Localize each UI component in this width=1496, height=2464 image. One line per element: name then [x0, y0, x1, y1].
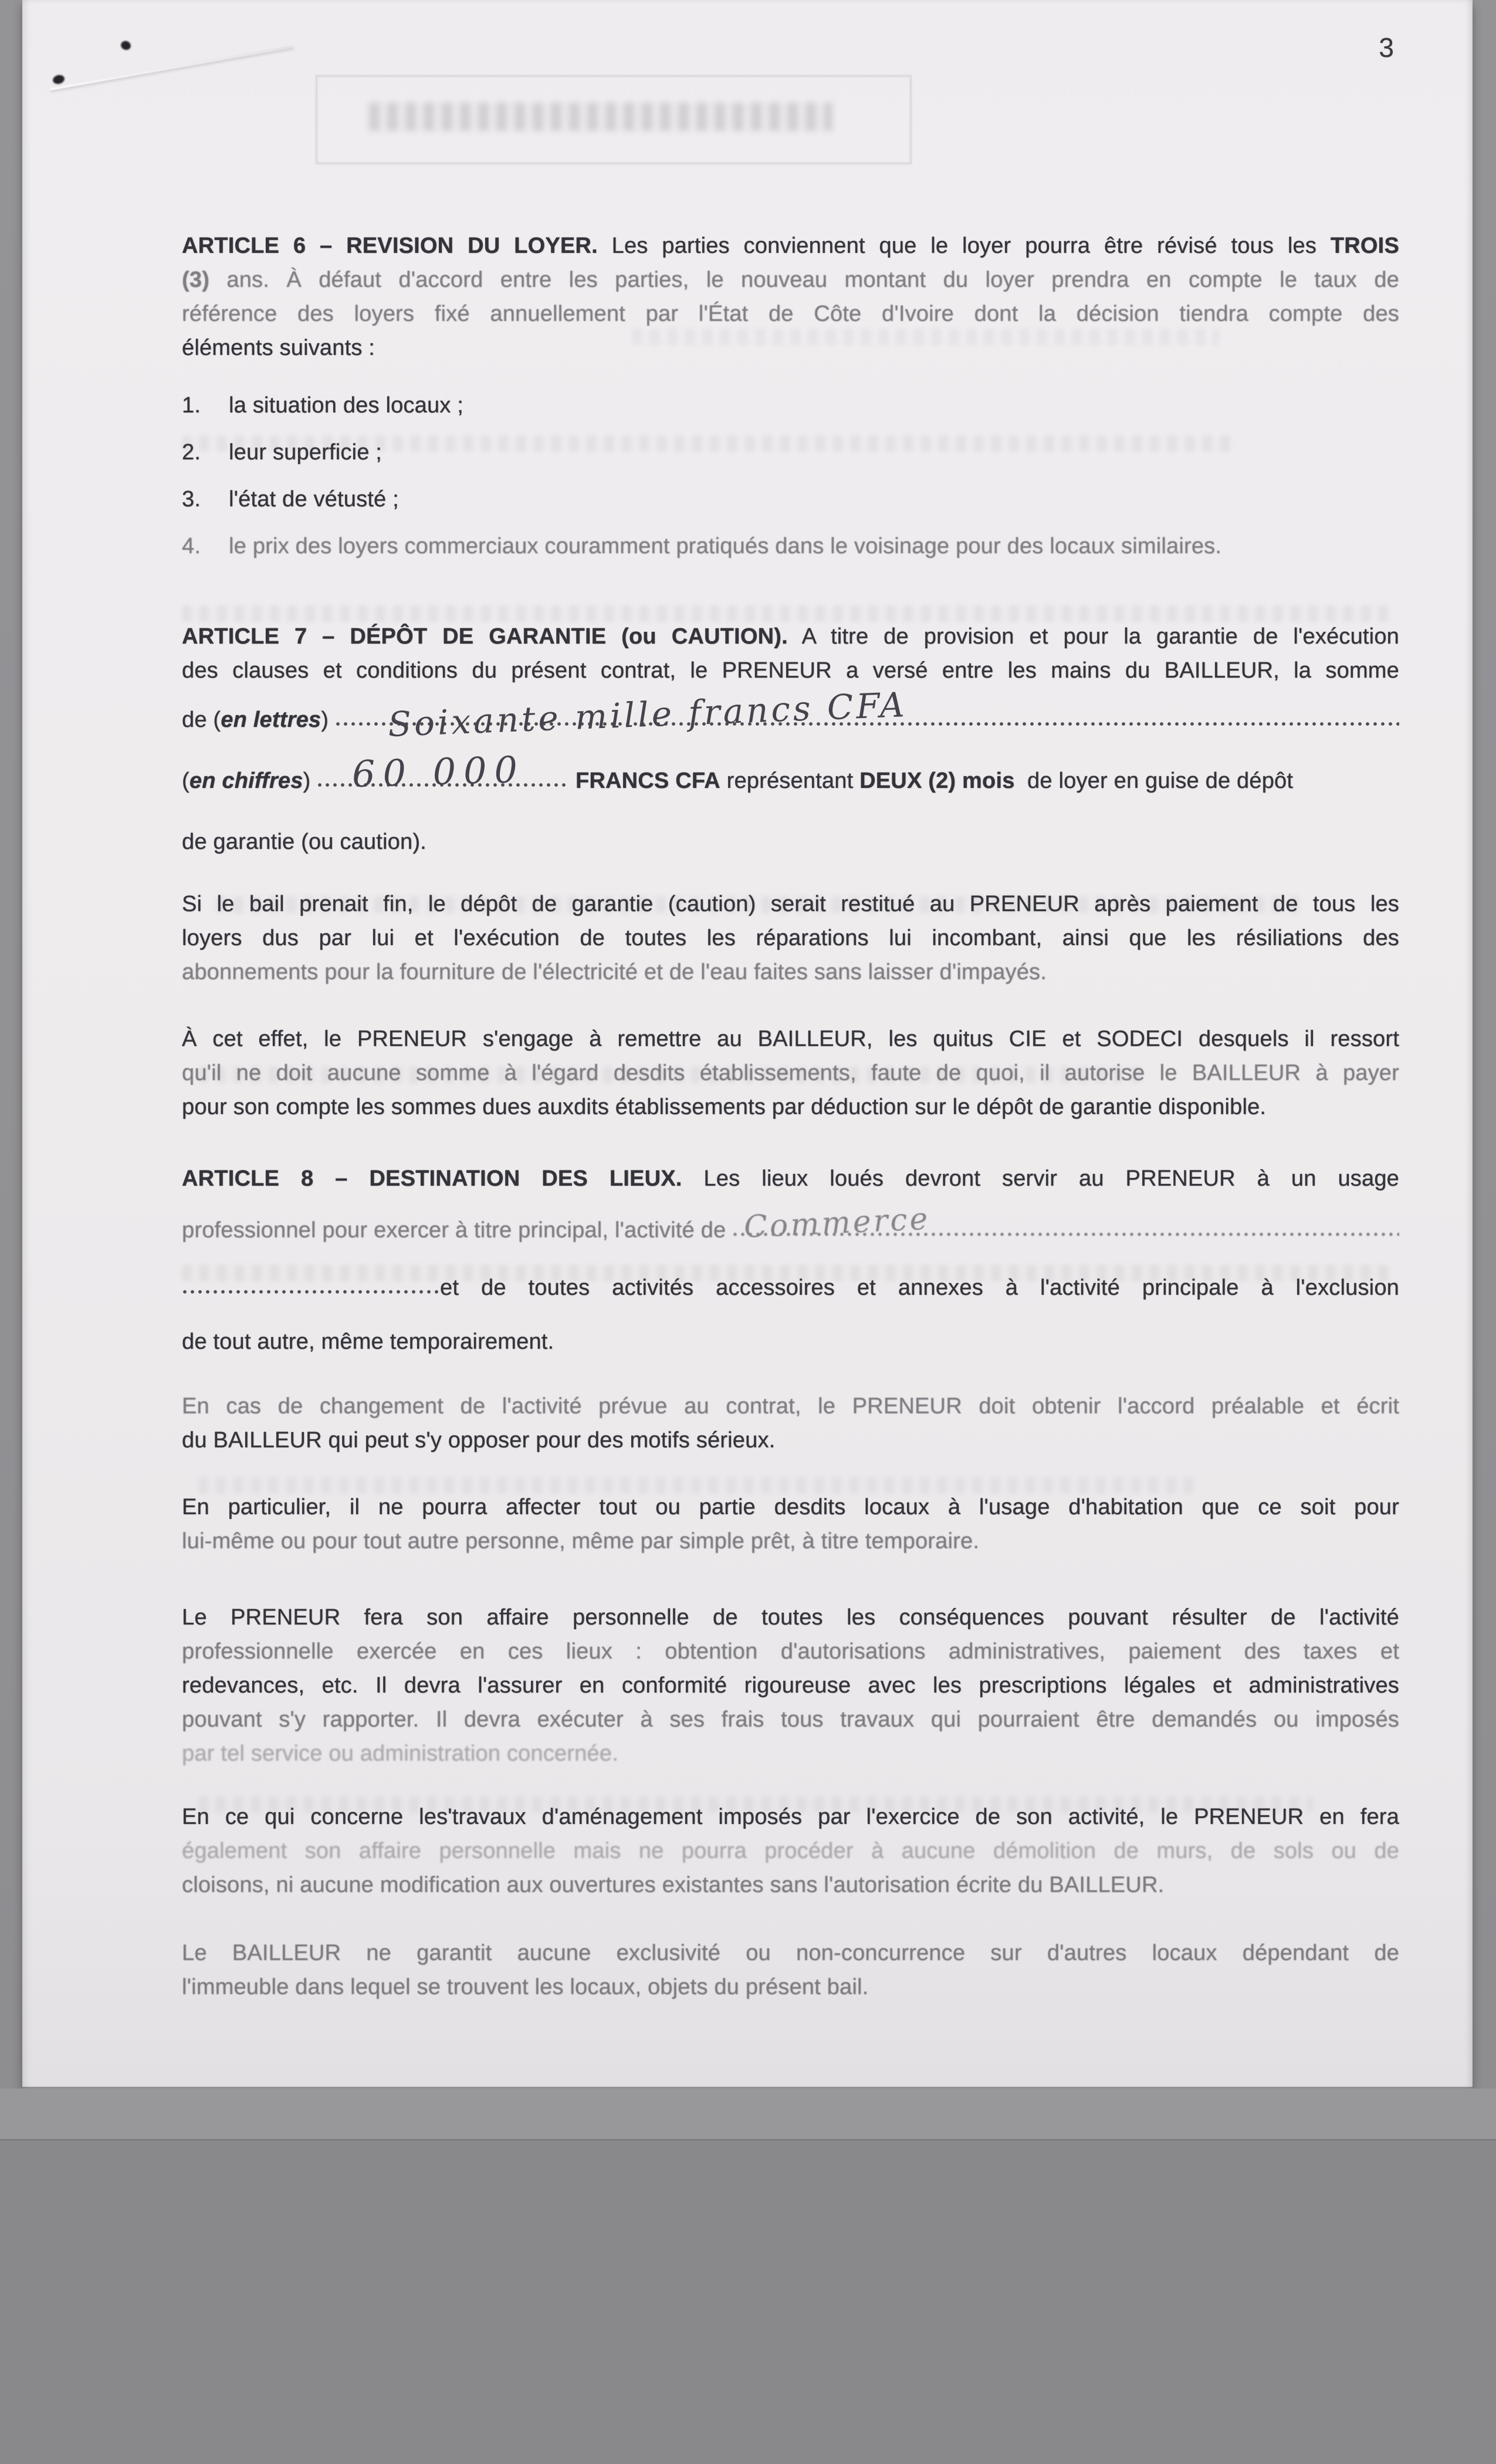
text-run: ARTICLE 8 – DESTINATION DES LIEUX.	[182, 1166, 682, 1191]
text-run: A titre de provision et pour la garantie de l'exécution	[787, 624, 1399, 649]
activity-change	[182, 1389, 1399, 1457]
text-run: éléments suivants :	[182, 336, 375, 360]
text-run: Les parties conviennent que le loyer pourra être révisé tous les	[597, 233, 1331, 258]
article-7	[182, 620, 1399, 688]
text-line	[182, 1936, 1399, 1970]
text-line	[182, 263, 1399, 297]
text-run: de (	[182, 708, 221, 732]
text-line	[182, 1737, 1399, 1771]
list-item	[182, 529, 1399, 563]
dotted-blank	[335, 685, 1399, 744]
staple-mark	[120, 40, 132, 52]
text-run: représentant	[720, 769, 860, 793]
list-item-text: leur superficie ;	[229, 440, 383, 465]
text-run: (	[182, 769, 189, 793]
text-line	[182, 654, 1399, 688]
text-run: Les lieux loués devront servir au PRENEUR à un usage	[682, 1166, 1399, 1191]
text-run: professionnel pour exercer à titre principal, l'activité de	[182, 1218, 733, 1243]
text-line	[182, 1703, 1399, 1737]
text-run: DEUX (2) mois	[859, 769, 1015, 793]
text-line	[182, 1834, 1399, 1868]
list-item-number: 4.	[182, 534, 201, 559]
scanner-bed	[0, 2141, 1496, 2464]
text-line	[182, 887, 1399, 921]
quitus-cie-sodeci	[182, 1022, 1399, 1124]
improvement-works	[182, 1800, 1399, 1902]
no-exclusivity	[182, 1936, 1399, 2004]
text-run: également son affaire personnelle mais ne pourra procéder à aucune démolition de murs, de sols ou de	[182, 1839, 1399, 1863]
text-run: par tel service ou administration concernée.	[182, 1741, 618, 1766]
text-run: ARTICLE 6 – REVISION DU LOYER.	[182, 233, 598, 258]
list-item	[182, 388, 1399, 422]
text-line	[182, 1090, 1399, 1124]
text-run: )	[303, 769, 317, 793]
document-page	[22, 0, 1473, 2089]
text-run: Le BAILLEUR ne garantit aucune exclusivité ou non-concurrence sur d'autres locaux dépendant de	[182, 1941, 1399, 1965]
text-run: référence des loyers fixé annuellement par l'État de Côte d'Ivoire dont la décision tiendra compte des	[182, 302, 1399, 326]
text-line	[182, 1970, 1399, 2004]
text-run: en chiffres	[189, 769, 303, 793]
text-run: TROIS	[1330, 233, 1399, 258]
text-run: et de toutes activités accessoires et annexes à l'activité principale à l'exclusion	[440, 1275, 1399, 1300]
text-line	[182, 1800, 1399, 1834]
deposit-restitution	[182, 887, 1399, 989]
text-line	[182, 921, 1399, 955]
text-run: En ce qui concerne les'travaux d'aménagement imposés par l'exercice de son activité, le PRENEUR en fera	[182, 1805, 1399, 1829]
handwritten-entry: Commerce	[743, 1201, 931, 1245]
activity-tail	[182, 1325, 1399, 1359]
text-run: Si le bail prenait fin, le dépôt de garantie (caution) serait restitué au PRENEUR après paiement de tous les	[182, 892, 1399, 916]
fill-in-line	[182, 1201, 1399, 1251]
text-run: de garantie (ou caution).	[182, 830, 427, 854]
text-line	[182, 1868, 1399, 1902]
text-run	[569, 764, 576, 798]
staple-mark	[52, 74, 65, 86]
article-6	[182, 229, 1399, 365]
dotted-blank	[732, 1201, 1399, 1245]
list-item-number: 2.	[182, 440, 201, 465]
list-item	[182, 482, 1399, 516]
document-content	[182, 0, 1399, 2004]
text-run: qu'il ne doit aucune somme à l'égard desdits établissements, faute de quoi, il autorise le BAILLEUR à payer	[182, 1061, 1399, 1085]
handwritten-entry: Soixante mille francs CFA	[387, 685, 908, 744]
text-run: pouvant s'y rapporter. Il devra exécuter à ses frais tous travaux qui pourraient être demandés ou imposés	[182, 1707, 1399, 1732]
text-run: )	[321, 708, 335, 732]
dotted-blank	[182, 1289, 440, 1295]
text-line	[182, 1162, 1399, 1196]
activity-fill	[182, 1201, 1399, 1251]
text-run: ARTICLE 7 – DÉPÔT DE GARANTIE (ou CAUTION).	[182, 624, 788, 649]
article-8	[182, 1162, 1399, 1196]
fill-in-line	[182, 685, 1399, 744]
text-line	[182, 331, 1399, 365]
text-run: de tout autre, même temporairement.	[182, 1329, 554, 1354]
text-line	[182, 1271, 1399, 1305]
text-line	[182, 1600, 1399, 1634]
list-item-text: le prix des loyers commerciaux couramment pratiqués dans le voisinage pour des locaux similaires.	[229, 534, 1222, 559]
activity-continuation	[182, 1271, 1399, 1305]
text-line	[182, 825, 1399, 859]
list-item	[182, 435, 1399, 469]
text-run: lui-même ou pour tout autre personne, même par simple prêt, à titre temporaire.	[182, 1529, 980, 1553]
text-line	[182, 1668, 1399, 1703]
text-run: En cas de changement de l'activité prévue au contrat, le PRENEUR doit obtenir l'accord préalable et écrit	[182, 1394, 1399, 1419]
list-item-number: 1.	[182, 393, 201, 418]
text-run: en lettres	[221, 708, 321, 732]
text-line	[182, 297, 1399, 331]
list-item-text: l'état de vétusté ;	[229, 487, 399, 512]
text-line	[182, 1490, 1399, 1524]
text-line	[182, 1524, 1399, 1558]
text-run: redevances, etc. Il devra l'assurer en conformité rigoureuse avec les prescriptions légales et administratives	[182, 1673, 1399, 1698]
text-run: ans. À défaut d'accord entre les parties, le nouveau montant du loyer prendra en compte le taux de	[209, 268, 1399, 292]
tenant-responsibility	[182, 1600, 1399, 1771]
text-run: FRANCS CFA	[575, 769, 720, 793]
list-item-text: la situation des locaux ;	[229, 393, 464, 418]
revision-criteria-list	[182, 388, 1399, 563]
page-number: 3	[1379, 32, 1394, 63]
text-line	[182, 620, 1399, 654]
text-run: du BAILLEUR qui peut s'y opposer pour des motifs sérieux.	[182, 1428, 776, 1453]
text-line	[182, 1325, 1399, 1359]
text-run: Le PRENEUR fera son affaire personnelle de toutes les conséquences pouvant résulter de l'activité	[182, 1605, 1399, 1630]
deposit-tail	[182, 825, 1399, 859]
text-run: cloisons, ni aucune modification aux ouvertures existantes sans l'autorisation écrite du BAILLEUR.	[182, 1873, 1165, 1897]
text-run: professionnelle exercée en ces lieux : obtention d'autorisations administratives, paiement des taxes et	[182, 1639, 1399, 1664]
text-run: pour son compte les sommes dues auxdits établissements par déduction sur le dépôt de garantie disponible.	[182, 1095, 1267, 1119]
text-run: À cet effet, le PRENEUR s'engage à remettre au BAILLEUR, les quitus CIE et SODECI desquels il ressort	[182, 1027, 1399, 1051]
text-line	[182, 1389, 1399, 1423]
text-run: l'immeuble dans lequel se trouvent les locaux, objets du présent bail.	[182, 1975, 869, 1999]
text-run: loyers dus par lui et l'exécution de toutes les réparations lui incombant, ainsi que les résiliations des	[182, 926, 1399, 950]
text-line	[182, 1634, 1399, 1668]
text-line	[182, 1056, 1399, 1090]
dotted-blank	[317, 747, 569, 796]
no-habitation-use	[182, 1490, 1399, 1558]
text-run: de loyer en guise de dépôt	[1014, 769, 1294, 793]
text-line	[182, 1022, 1399, 1056]
text-line	[182, 229, 1399, 263]
scanner-shadow-band	[0, 2089, 1496, 2141]
text-run: des clauses et conditions du présent contrat, le PRENEUR a versé entre les mains du BAILLEUR, la somme	[182, 658, 1399, 683]
deposit-amount-figures	[182, 747, 1399, 801]
text-run: En particulier, il ne pourra affecter tout ou partie desdits locaux à l'usage d'habitation que ce soit pour	[182, 1495, 1399, 1519]
text-line	[182, 1423, 1399, 1457]
deposit-amount-letters	[182, 685, 1399, 744]
text-run: (3)	[182, 268, 210, 292]
text-run: abonnements pour la fourniture de l'électricité et de l'eau faites sans laisser d'impayés.	[182, 960, 1047, 984]
text-line	[182, 955, 1399, 989]
handwritten-entry: 60 000	[351, 747, 526, 796]
fill-in-line	[182, 747, 1399, 801]
list-item-number: 3.	[182, 487, 201, 512]
